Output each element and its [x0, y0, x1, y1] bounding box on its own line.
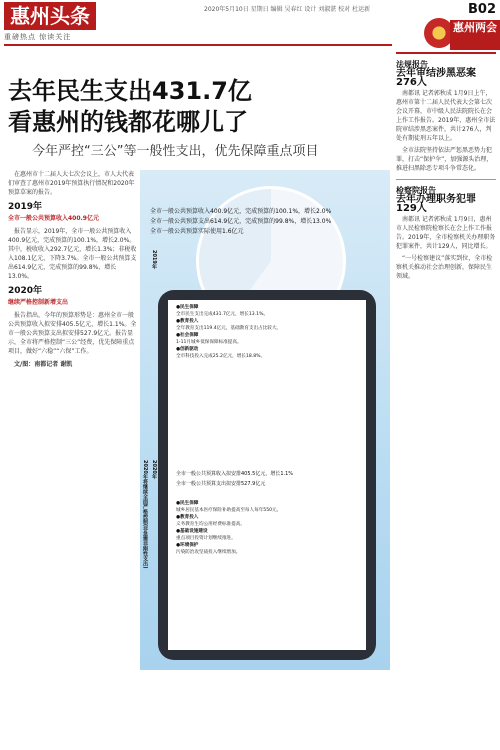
graphic-bottom-line-2: 全市一般公共预算支出拟安排527.9亿元	[176, 481, 266, 487]
block-heading: ●创新驱动	[176, 347, 199, 352]
block-text: 重点项目投资计划继续推进。	[176, 536, 236, 541]
section-heading-2020: 2020年	[8, 286, 43, 296]
right-article-column	[396, 60, 496, 284]
block-text: 全市科技投入完成25.2亿元，增长18.8%。	[176, 354, 266, 359]
article-paragraph: 南都讯 记者郭秋成 1月9日，惠州市人民检察院检察长在会上作工作报告。2019年，全市检察机关办理职务犯罪案件，共计129人，同比增长。	[396, 216, 496, 250]
block-text: 全市民生支出完成431.7亿元，增长13.1%。	[176, 312, 269, 317]
right-article-title: 去年审结涉黑恶案276人	[396, 68, 476, 88]
graphic-bottom-line-1: 全市一般公共预算收入拟安排405.5亿元，增长1.1%	[176, 471, 294, 477]
block-heading: ●环境保护	[176, 543, 199, 548]
graphic-top-line-1: 全市一般公共预算收入400.9亿元，完成预算的100.1%，增长2.0%	[150, 208, 332, 215]
block-text: 义务教育生均公用经费标准提高。	[176, 522, 245, 527]
author-byline: 文/图：南都记者 谢凯	[14, 361, 73, 368]
graphic-top-line-3: 全市一般公共预算实际使用1.6亿元	[150, 228, 244, 235]
graphic-2020-block	[176, 500, 358, 556]
right-top-rule	[396, 52, 496, 54]
main-headline	[8, 76, 388, 138]
top-rule	[4, 44, 392, 46]
article-paragraph: 报告指出，今年的预算形势是：惠州全市一般公共预算收入拟安排405.5亿元，增长1.1%。全市一般公共预算支出拟安排527.9亿元。报告显示，全市将严格控制“三公”经费，优先保障重点项目，做好“六稳”“六保”工作。	[8, 312, 137, 355]
article-paragraph: 全市法院坚持依法严惩黑恶势力犯罪，打击“保护伞”，加强源头治理，推进扫黑除恶专项斗争常态化。	[396, 147, 493, 172]
divider	[396, 179, 496, 180]
section-subheading-2019: 全市一般公共预算收入400.9亿元	[8, 215, 99, 222]
article-paragraph: “一号检察建议”落实到位，全市检察机关推动社会治理创新，保障民生领域。	[396, 255, 493, 280]
article-paragraph: 报告显示，2019年，全市一般公共预算收入400.9亿元，完成预算的100.1%，增长2.0%。其中，税收收入292.7亿元，增长1.3%；非税收入108.1亿元，下降3.7%。全市一般公共预算支出614.9亿元，完成预算的99.8%，增长13.0%。	[8, 228, 137, 280]
newspaper-logo: 惠州头条	[4, 2, 96, 30]
right-section-tag: 法规报告	[396, 60, 428, 69]
graphic-top-line-2: 全市一般公共预算支出614.9亿元，完成预算的99.8%，增长13.0%	[150, 218, 332, 225]
block-heading: ●基础设施建设	[176, 529, 208, 534]
block-heading: ●社会保障	[176, 333, 199, 338]
article-intro: 在惠州市十二届人大七次会议上，市人大代表们审查了惠州市2019年预算执行情况和2020年预算草案的报告。	[8, 171, 135, 196]
vertical-label-2020: 2020年	[151, 460, 157, 479]
section-subheading-2020: 继续严格控制新增支出	[8, 299, 69, 306]
block-text: 全年教育支出119.4亿元，基础教育支出占比较大。	[176, 326, 282, 331]
section-badge: 惠州两会	[450, 20, 500, 50]
article-paragraph: 南都讯 记者郭秋成 1月9日上午，惠州市第十二届人民代表大会第七次会议开幕，市中级人民法院院长在会上作工作报告。2019年，惠州全市法院审结涉黑恶案件，共计276人，判处有期徒刑五年以上。	[396, 90, 496, 142]
vertical-label-2020-sub: 2020年将继续全面严格控制(非急需非刚性支出)	[142, 460, 148, 569]
block-heading: ●民生保障	[176, 305, 199, 310]
masthead-slogan: 重磅热点 惊读关注	[4, 33, 72, 41]
left-article-column	[8, 170, 138, 373]
headline-line-2: 看惠州的钱都花哪儿了	[8, 108, 248, 136]
section-heading-2019: 2019年	[8, 202, 43, 212]
vertical-label-2019: 2019年	[151, 250, 157, 269]
block-heading: ●教育投入	[176, 515, 199, 520]
subheadline: 今年严控“三公”等一般性支出，优先保障重点项目	[32, 144, 319, 159]
graphic-2019-block	[176, 304, 358, 360]
block-heading: ●民生保障	[176, 501, 199, 506]
block-text: 城乡居民基本医疗保险补助提高至每人每年550元。	[176, 508, 282, 513]
masthead	[4, 2, 496, 42]
block-heading: ●教育投入	[176, 319, 199, 324]
right-section-tag: 检察院报告	[396, 186, 436, 195]
block-text: 1-11月城乡低保保障标准提高。	[176, 340, 242, 345]
headline-line-1: 去年民生支出431.7亿	[8, 77, 252, 105]
page-number: B02	[468, 2, 496, 17]
right-article-title: 去年办理职务犯罪129人	[396, 194, 476, 214]
block-text: 污染防治攻坚战投入继续增加。	[176, 550, 241, 555]
issue-line: 2020年5月10日 星期日 编辑 吴春红 设计 刘淑湛 校对 杜运新	[204, 6, 371, 13]
